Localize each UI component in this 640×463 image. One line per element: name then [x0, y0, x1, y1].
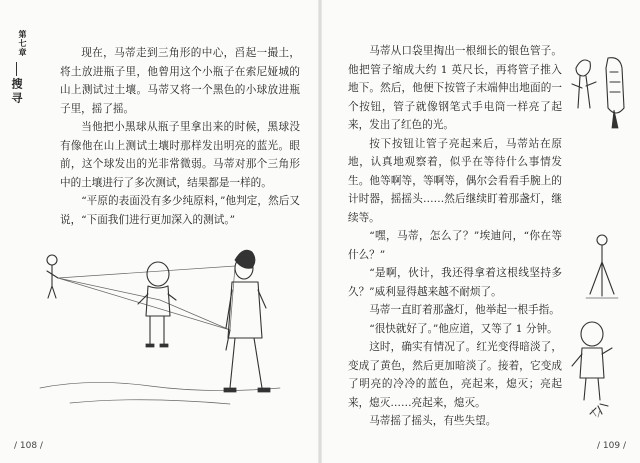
top-right-sketch — [568, 48, 634, 138]
left-page-number: / 108 / — [14, 441, 43, 451]
bald-figure-sketch — [568, 318, 634, 418]
chapter-title: 搜寻 — [10, 78, 23, 106]
right-page-number: / 109 / — [597, 441, 626, 451]
paragraph: 马蒂从口袋里掏出一根细长的银色管子。他把管子缩成大约 1 英尺长，再将管子推入地下。然后，他便下按管子末端伸出地面的一个按钮，管子就像钢笔式手电筒一样亮了起来，发出了红色的光。 — [348, 45, 562, 131]
paragraph: 这时，确实有情况了。红光变得暗淡了，变成了黄色，然后更加暗淡了。接着，它变成了明亮的冷冷的蓝色，亮起来，熄灭；亮起来，熄灭……亮起来，熄灭。 — [348, 341, 562, 409]
triangle-string-illustration — [30, 238, 290, 418]
paragraph: “嘿，马蒂，怎么了？”埃迪问，“你在等什么？” — [348, 230, 562, 261]
paragraph: 马蒂摇了摇头，有些失望。 — [369, 415, 497, 427]
small-figure-left — [47, 255, 58, 298]
paragraph: 现在，马蒂走到三角形的中心，舀起一撮土，将土放进瓶子里，他曾用这个小瓶子在索尼娅城的山上测试过土壤。马蒂又将一个黑色的小球放进瓶子里，摇了摇。 — [60, 47, 300, 115]
right-page — [320, 0, 640, 463]
right-body-text — [348, 42, 562, 431]
paragraph: 马蒂一直盯着那盏灯，他举起一根手指。 — [369, 304, 560, 316]
paragraph: “平原的表面没有多少纯原料，”他判定，然后又说，“下面我们进行更加深入的测试。” — [60, 195, 300, 226]
paragraph: “很快就好了。”他应道，又等了 1 分钟。 — [369, 322, 558, 335]
left-body-text — [60, 44, 300, 229]
chapter-divider — [16, 62, 17, 76]
tripod-sketch — [582, 232, 622, 302]
chapter-label: 第七章 — [18, 30, 27, 57]
paragraph: 当他把小黑球从瓶子里拿出来的时候，黑球没有像他在山上测试土壤时那样发出明亮的蓝光。眼前，这个球发出的光非常微弱。马蒂对那个三角形中的土壤进行了多次测试，结果都是一样的。 — [60, 121, 300, 189]
paragraph: 按下按钮让管子亮起来后，马蒂站在原地，认真地观察着，似乎在等待什么事情发生。他等啊等，等啊等，偶尔会看看手腕上的计时器，摇摇头……然后继续盯着那盏灯，继续等。 — [348, 137, 562, 224]
paragraph: “是啊，伙计，我还得拿着这根线坚持多久？”威利显得越来越不耐烦了。 — [348, 267, 562, 298]
